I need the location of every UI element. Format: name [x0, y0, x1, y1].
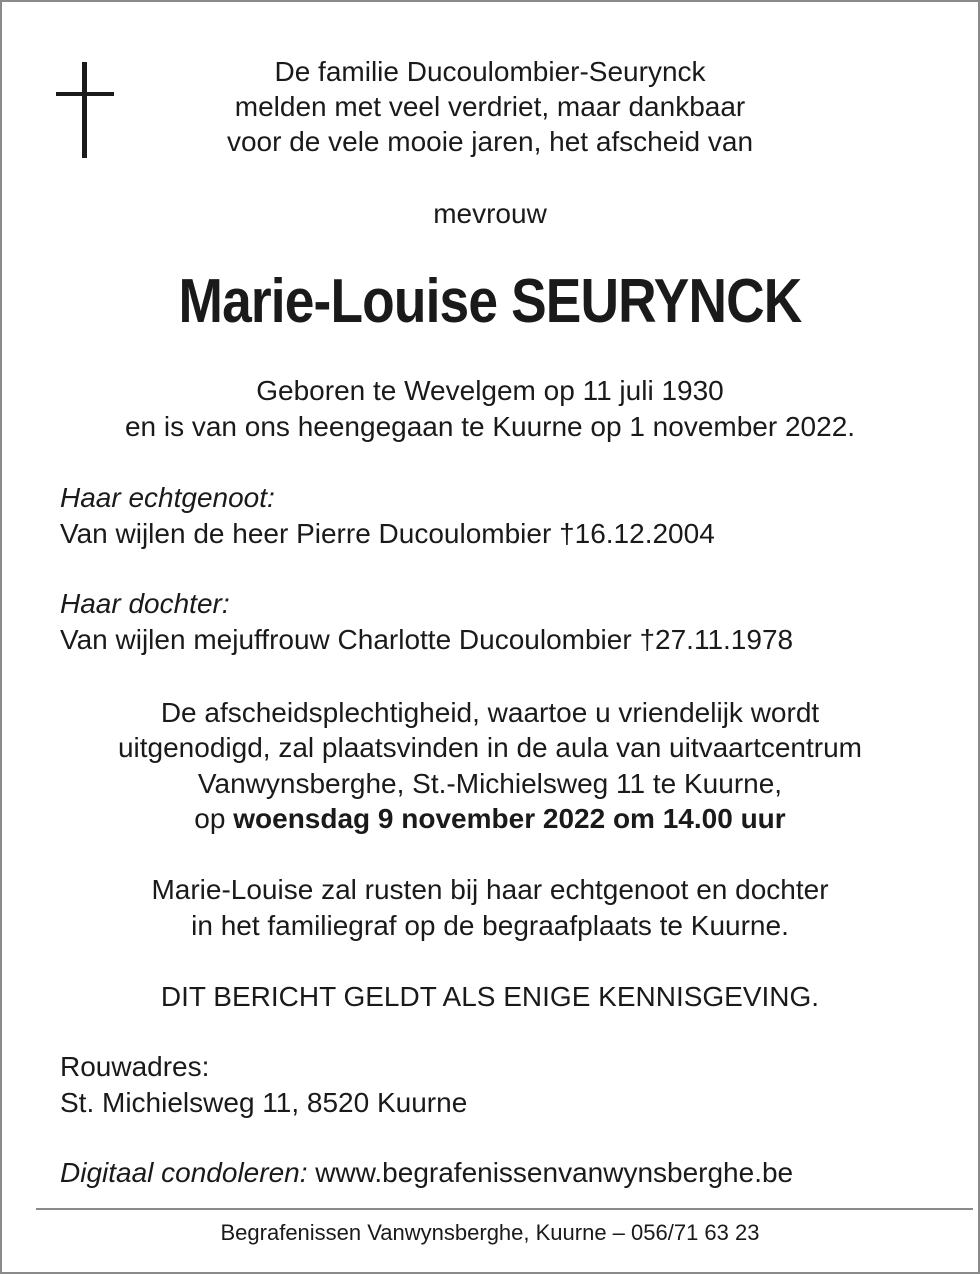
burial-line-2: in het familiegraf op de begraafplaats te Kuurne.	[191, 910, 789, 941]
daughter-text: Van wijlen mejuffrouw Charlotte Ducoulombier †27.11.1978	[60, 624, 794, 655]
ceremony-line-1: De afscheidsplechtigheid, waartoe u vriendelijk wordt	[160, 697, 820, 728]
intro-line-3: voor de vele mooie jaren, het afscheid van	[226, 126, 754, 157]
deceased-name: Marie-Louise SEURYNCK	[178, 267, 802, 336]
birth-line-1: Geboren te Wevelgem op 11 juli 1930	[256, 375, 724, 406]
notice-text: DIT BERICHT GELDT ALS ENIGE KENNISGEVING.	[160, 981, 820, 1012]
ceremony-line-2: uitgenodigd, zal plaatsvinden in de aula van uitvaartcentrum	[117, 732, 863, 763]
intro-line-2: melden met veel verdriet, maar dankbaar	[234, 91, 746, 122]
footer-text: Begrafenissen Vanwynsberghe, Kuurne – 056/71 63 23	[220, 1220, 760, 1245]
burial-line-1: Marie-Louise zal rusten bij haar echtgenoot en dochter	[151, 874, 829, 905]
spouse-text: Van wijlen de heer Pierre Ducoulombier †16.12.2004	[60, 518, 715, 549]
address-value: St. Michielsweg 11, 8520 Kuurne	[60, 1087, 468, 1118]
ceremony-date: woensdag 9 november 2022 om 14.00 uur	[233, 803, 786, 834]
condolence-line	[60, 1156, 793, 1190]
address-label: Rouwadres:	[60, 1051, 210, 1082]
condolence-url[interactable]: www.begrafenissenvanwynsberghe.be	[315, 1157, 794, 1188]
ceremony-line-4	[0, 802, 980, 836]
title-prefix: mevrouw	[433, 198, 547, 229]
footer-divider	[36, 1208, 973, 1210]
birth-line-2: en is van ons heengegaan te Kuurne op 1 november 2022.	[124, 411, 856, 442]
spouse-label: Haar echtgenoot:	[60, 482, 275, 513]
cross-icon	[56, 62, 114, 158]
ceremony-date-prefix: op	[194, 803, 234, 834]
intro-line-1: De familie Ducoulombier-Seurynck	[274, 56, 706, 87]
ceremony-line-3: Vanwynsberghe, St.-Michielsweg 11 te Kuurne,	[197, 768, 783, 799]
condolence-label: Digitaal condoleren:	[60, 1157, 308, 1188]
daughter-label: Haar dochter:	[60, 588, 230, 619]
